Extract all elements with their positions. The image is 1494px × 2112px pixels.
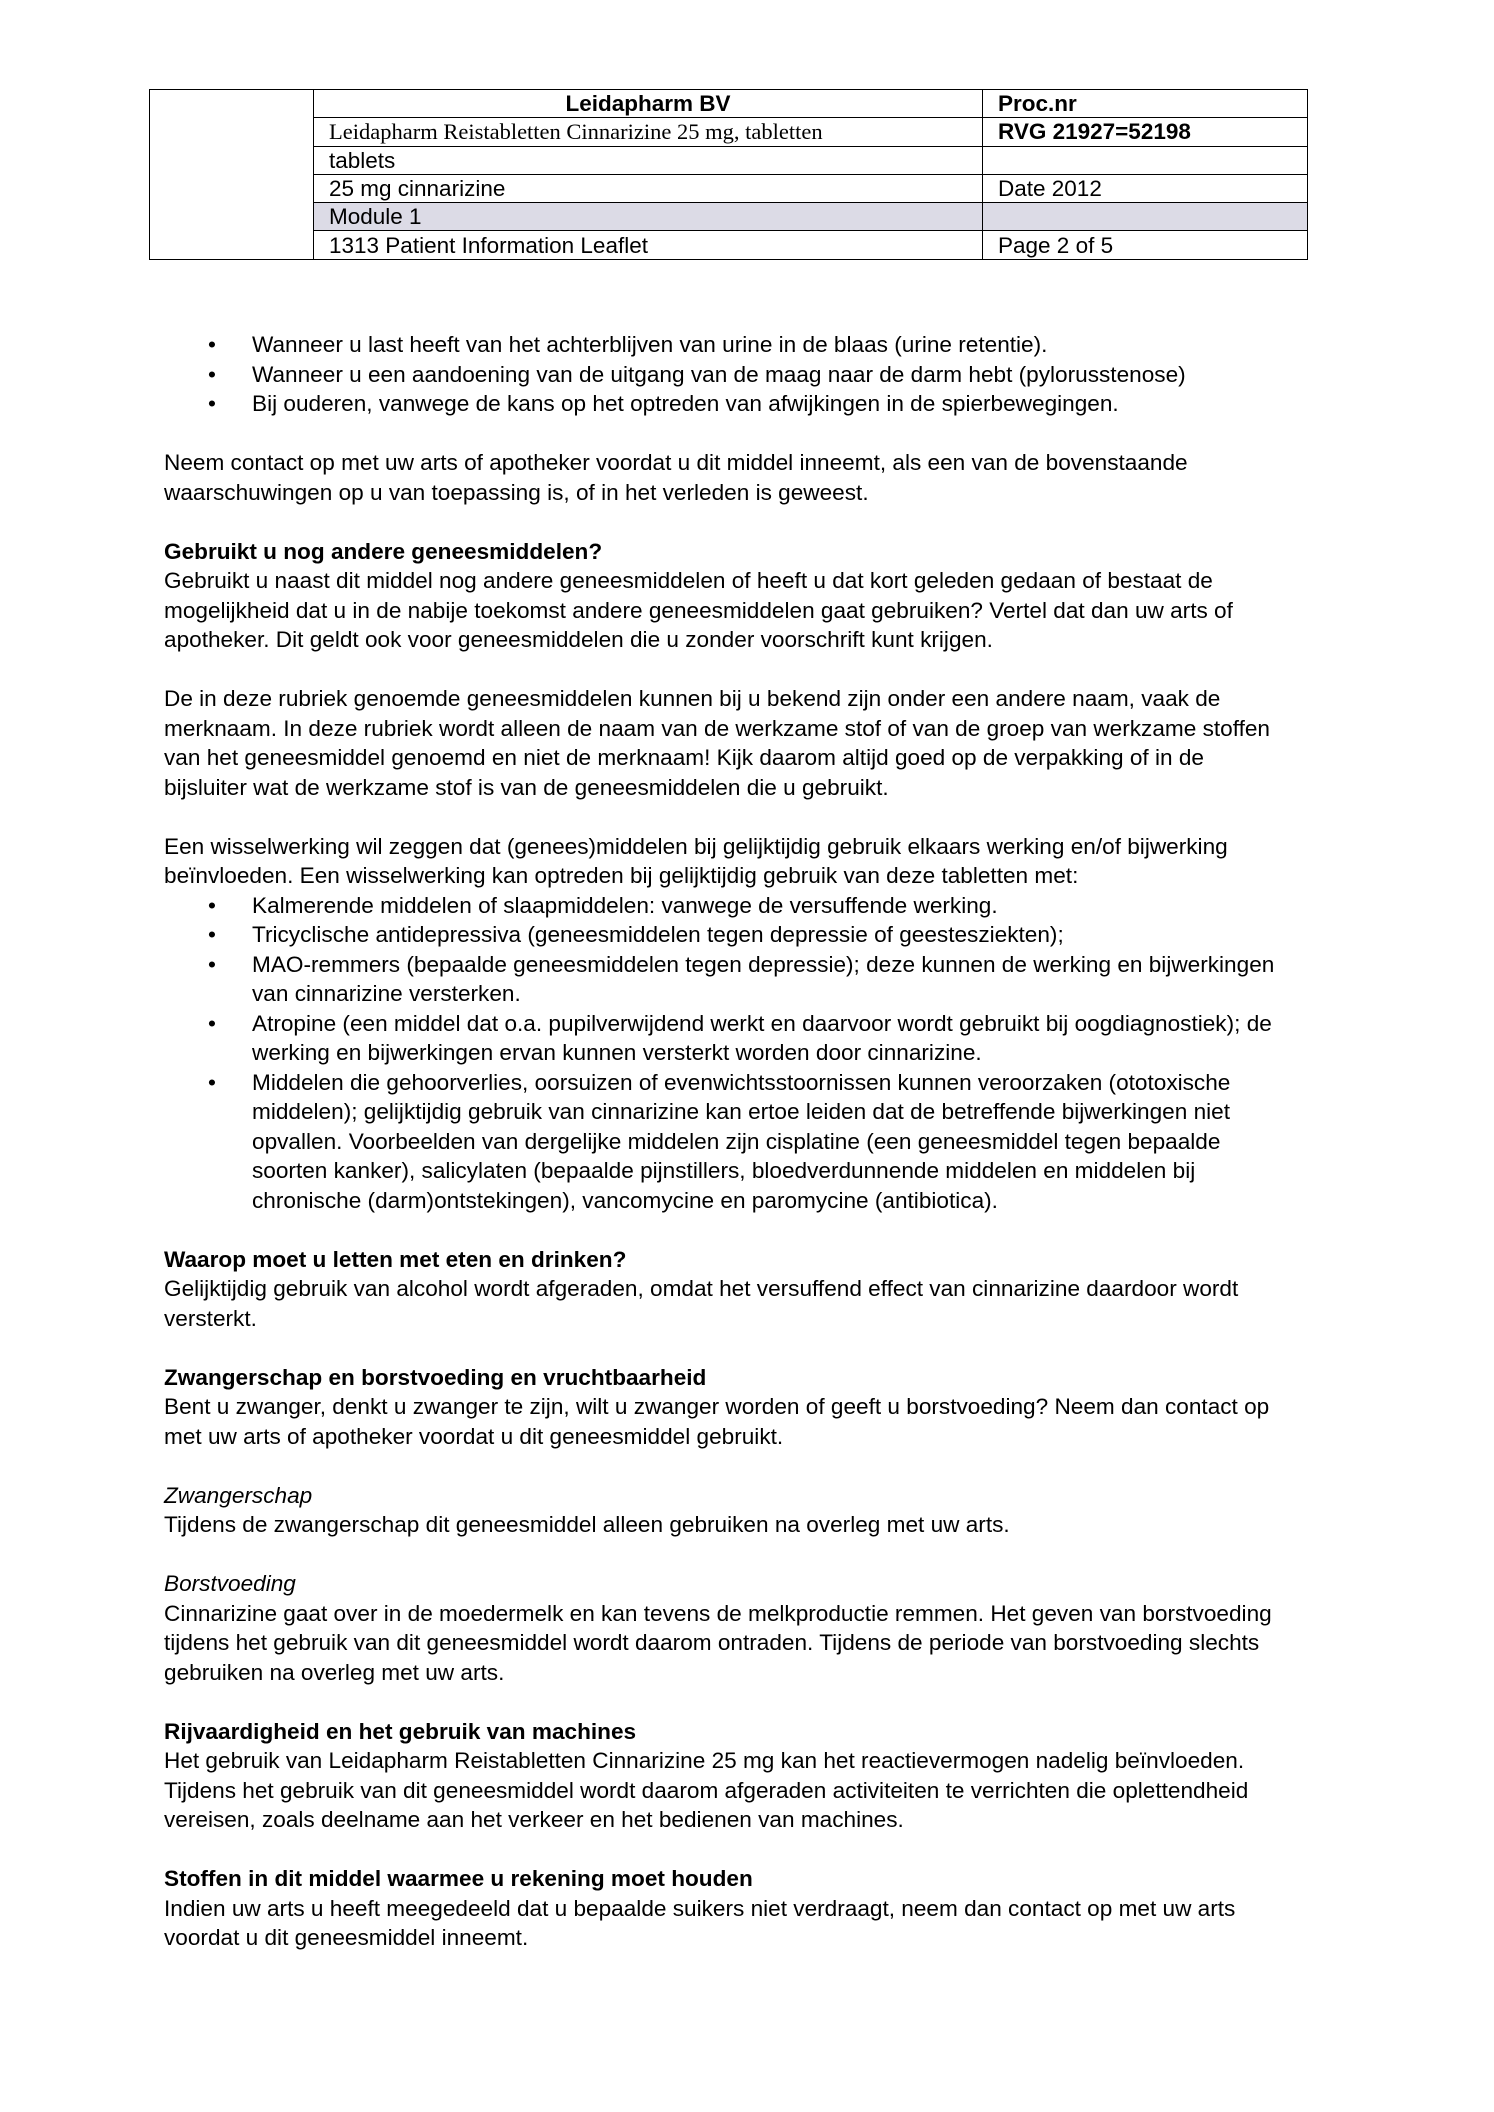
empty-cell (983, 203, 1308, 231)
list-item (164, 920, 1344, 950)
text-line: van het geneesmiddel genoemd en niet de merknaam! Kijk daarom altijd goed op de verpakking of in de (164, 745, 1204, 770)
subsection-title: Borstvoeding (164, 1571, 296, 1596)
text-line: Gebruikt u naast dit middel nog andere geneesmiddelen of heeft u dat kort geleden gedaan of bestaat de (164, 568, 1213, 593)
text-line: Het gebruik van Leidapharm Reistabletten Cinnarizine 25 mg kan het reactievermogen nadelig beïnvloeden. (164, 1748, 1245, 1773)
text-line: Bent u zwanger, denkt u zwanger te zijn, wilt u zwanger worden of geeft u borstvoeding? Neem dan contact op (164, 1394, 1270, 1419)
intro-bullet-list (164, 330, 1344, 419)
list-item-text: Wanneer u een aandoening van de uitgang van de maag naar de darm hebt (pylorusstenose) (252, 361, 1186, 387)
paragraph (164, 1510, 1344, 1540)
header-table (149, 89, 1308, 260)
list-item (164, 360, 1344, 390)
list-item-text: Tricyclische antidepressiva (geneesmiddelen tegen depressie of geestesziekten); (252, 922, 1064, 947)
text-line: apotheker. Dit geldt ook voor geneesmiddelen die u zonder voorschrift kunt krijgen. (164, 627, 993, 652)
list-item (164, 389, 1344, 419)
header-row (150, 90, 1308, 118)
text-line: Tijdens de zwangerschap dit geneesmiddel alleen gebruiken na overleg met uw arts. (164, 1512, 1010, 1537)
text-line: met uw arts of apotheker voordat u dit geneesmiddel gebruikt. (164, 1423, 784, 1449)
bullet-icon: • (208, 391, 216, 416)
header-row (150, 174, 1308, 202)
text-line: Een wisselwerking wil zeggen dat (genees)middelen bij gelijktijdig gebruik elkaars werking en/of bijwerking (164, 833, 1228, 859)
list-item (164, 1068, 1344, 1216)
paragraph (164, 566, 1344, 655)
bullet-icon: • (208, 951, 216, 977)
text-line: mogelijkheid dat u in de nabije toekomst andere geneesmiddelen gaat gebruiken? Vertel dat dan uw arts of (164, 597, 1233, 623)
text-line: beïnvloeden. Een wisselwerking kan optreden bij gelijktijdig gebruik van deze tabletten met: (164, 863, 1079, 888)
text-line: waarschuwingen op u van toepassing is, of in het verleden is geweest. (164, 479, 869, 505)
contact-paragraph (164, 448, 1344, 507)
paragraph (164, 1599, 1344, 1688)
proc-label: Proc.nr (983, 90, 1308, 118)
header-row (150, 231, 1308, 259)
subsection-title: Zwangerschap (164, 1482, 313, 1508)
text-line: Indien uw arts u heeft meegedeeld dat u bepaalde suikers niet verdraagt, neem dan contact op met uw arts (164, 1895, 1236, 1921)
list-item (164, 330, 1344, 360)
document-title: 1313 Patient Information Leaflet (314, 231, 983, 259)
header-row (150, 203, 1308, 231)
paragraph (164, 1894, 1344, 1953)
list-item-text: Kalmerende middelen of slaapmiddelen: vanwege de versuffende werking. (252, 892, 998, 918)
text-line: Gelijktijdig gebruik van alcohol wordt afgeraden, omdat het versuffend effect van cinnarizine daardoor wordt (164, 1276, 1239, 1301)
list-item-text: soorten kanker), salicylaten (bepaalde pijnstillers, bloedverdunnende middelen en middelen bij (252, 1158, 1196, 1183)
list-item (164, 1009, 1344, 1068)
pharmaceutical-form: tablets (314, 146, 983, 174)
empty-cell (983, 146, 1308, 174)
header-row (150, 118, 1308, 146)
list-item-text: middelen); gelijktijdig gebruik van cinnarizine kan ertoe leiden dat de betreffende bijwerkingen niet (252, 1099, 1230, 1124)
bullet-icon: • (208, 332, 216, 357)
paragraph (164, 1746, 1344, 1835)
bullet-icon: • (208, 1010, 216, 1036)
section-heading: Gebruikt u nog andere geneesmiddelen? (164, 538, 603, 564)
list-item-text: Middelen die gehoorverlies, oorsuizen of evenwichtsstoornissen kunnen veroorzaken (ototoxische (252, 1069, 1231, 1095)
company-name: Leidapharm BV (314, 90, 983, 118)
text-line: tijdens het gebruik van dit geneesmiddel wordt daarom ontraden. Tijdens de periode van borstvoeding slechts (164, 1630, 1260, 1655)
interaction-bullet-list (164, 891, 1344, 1216)
list-item-text: Atropine (een middel dat o.a. pupilverwijdend werkt en daarvoor wordt gebruikt bij oogdiagnostiek); de (252, 1010, 1272, 1036)
paragraph (164, 684, 1344, 802)
leaflet-content (164, 330, 1344, 1953)
list-item-text: werking en bijwerkingen ervan kunnen versterkt worden door cinnarizine. (252, 1040, 982, 1065)
text-line: versterkt. (164, 1305, 257, 1331)
text-line: bijsluiter wat de werkzame stof is van de geneesmiddelen die u gebruikt. (164, 774, 889, 800)
page-number: Page 2 of 5 (983, 231, 1308, 259)
list-item (164, 950, 1344, 1009)
text-line: vereisen, zoals deelname aan het verkeer en het bedienen van machines. (164, 1807, 904, 1832)
section-heading: Zwangerschap en borstvoeding en vruchtbaarheid (164, 1364, 707, 1390)
list-item-text: van cinnarizine versterken. (252, 981, 521, 1006)
bullet-icon: • (208, 1069, 216, 1095)
paragraph (164, 1274, 1344, 1333)
text-line: merknaam. In deze rubriek wordt alleen de naam van de werkzame stof of van de groep van werkzame stoffen (164, 715, 1271, 741)
text-line: Neem contact op met uw arts of apotheker voordat u dit middel inneemt, als een van de bovenstaande (164, 450, 1188, 475)
list-item-text: opvallen. Voorbeelden van dergelijke middelen zijn cisplatine (een geneesmiddel tegen bepaalde (252, 1128, 1221, 1154)
paragraph (164, 832, 1344, 891)
product-name: Leidapharm Reistabletten Cinnarizine 25 mg, tabletten (314, 118, 983, 146)
list-item (164, 891, 1344, 921)
strength: 25 mg cinnarizine (314, 174, 983, 202)
paragraph (164, 1392, 1344, 1451)
text-line: gebruiken na overleg met uw arts. (164, 1659, 505, 1685)
list-item-text: MAO-remmers (bepaalde geneesmiddelen tegen depressie); deze kunnen de werking en bijwerkingen (252, 951, 1275, 977)
list-item-text: Bij ouderen, vanwege de kans op het optreden van afwijkingen in de spierbewegingen. (252, 391, 1119, 416)
document-date: Date 2012 (983, 174, 1308, 202)
logo-cell (150, 90, 314, 260)
section-heading: Waarop moet u letten met eten en drinken? (164, 1246, 627, 1272)
module: Module 1 (314, 203, 983, 231)
rvg-number: RVG 21927=52198 (983, 118, 1308, 146)
text-line: De in deze rubriek genoemde geneesmiddelen kunnen bij u bekend zijn onder een andere naam, vaak de (164, 686, 1221, 711)
list-item-text: Wanneer u last heeft van het achterblijven van urine in de blaas (urine retentie). (252, 332, 1048, 357)
bullet-icon: • (208, 361, 216, 387)
text-line: Cinnarizine gaat over in de moedermelk en kan tevens de melkproductie remmen. Het geven van borstvoeding (164, 1600, 1272, 1626)
text-line: voordat u dit geneesmiddel inneemt. (164, 1925, 529, 1950)
text-line: Tijdens het gebruik van dit geneesmiddel wordt daarom afgeraden activiteiten te verrichten die oplettendheid (164, 1777, 1249, 1803)
bullet-icon: • (208, 892, 216, 918)
list-item-text: chronische (darm)ontstekingen), vancomycine en paromycine (antibiotica). (252, 1187, 998, 1213)
header-row (150, 146, 1308, 174)
bullet-icon: • (208, 922, 216, 947)
section-heading: Rijvaardigheid en het gebruik van machines (164, 1718, 637, 1744)
section-heading: Stoffen in dit middel waarmee u rekening moet houden (164, 1866, 753, 1891)
